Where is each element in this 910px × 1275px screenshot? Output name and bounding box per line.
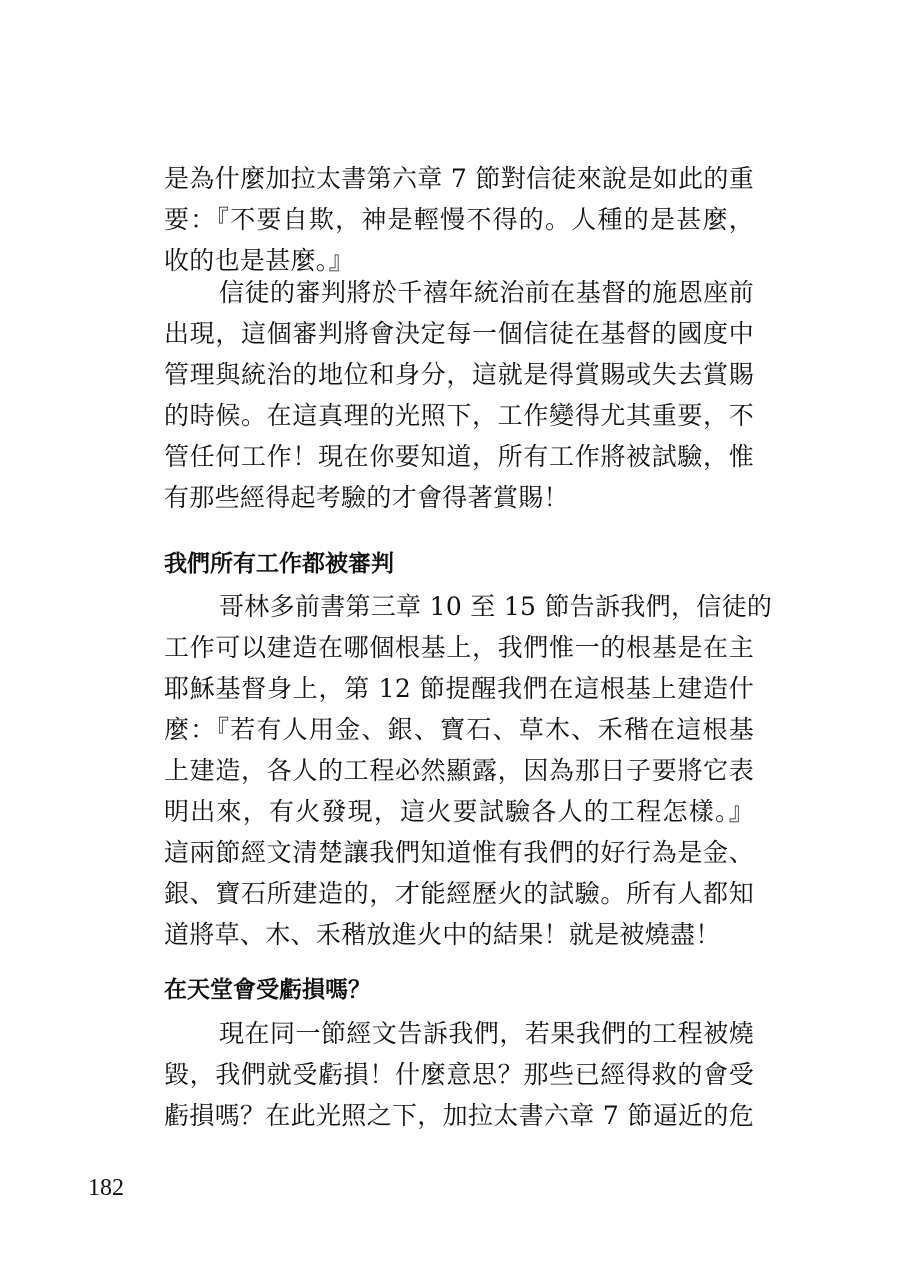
text-line: 是為什麼加拉太書第六章 7 節對信徒來說是如此的重: [164, 164, 754, 193]
paragraph-continuation: [164, 158, 754, 281]
text-line: 麼：『若有人用金、銀、寶石、草木、禾稭在這根基: [164, 715, 754, 744]
text-line: 虧損嗎？在此光照之下，加拉太書六章 7 節逼近的危: [164, 1101, 754, 1130]
text-line: 銀、寶石所建造的，才能經歷火的試驗。所有人都知: [164, 879, 754, 908]
text-line: 管任何工作！現在你要知道，所有工作將被試驗，惟: [164, 442, 754, 471]
text-line: 哥林多前書第三章 10 至 15 節告訴我們，信徒的: [219, 592, 773, 621]
section-heading: 在天堂會受虧損嗎？: [164, 977, 371, 1003]
paragraph-loss: [164, 1013, 754, 1136]
text-line: 要：『不要自欺，神是輕慢不得的。人種的是甚麼，: [164, 205, 754, 234]
text-line: 耶穌基督身上，第 12 節提醒我們在這根基上建造什: [164, 674, 754, 703]
text-line: 管理與統治的地位和身分，這就是得賞賜或失去賞賜: [164, 360, 754, 389]
text-line: 工作可以建造在哪個根基上，我們惟一的根基是在主: [164, 633, 754, 662]
text-line: 這兩節經文清楚讓我們知道惟有我們的好行為是金、: [164, 838, 754, 867]
text-line: 信徒的審判將於千禧年統治前在基督的施恩座前: [219, 278, 754, 307]
text-line: 有那些經得起考驗的才會得著賞賜！: [164, 483, 569, 512]
text-line: 道將草、木、禾稭放進火中的結果！就是被燒盡！: [164, 920, 721, 949]
text-line: 毀，我們就受虧損！什麼意思？那些已經得救的會受: [164, 1060, 754, 1089]
text-line: 的時候。在這真理的光照下，工作變得尤其重要，不: [164, 401, 754, 430]
text-line: 現在同一節經文告訴我們，若果我們的工程被燒: [219, 1019, 754, 1048]
paragraph-judgment-seat: [164, 272, 754, 518]
text-line: 上建造，各人的工程必然顯露，因為那日子要將它表: [164, 756, 754, 785]
text-line: 收的也是甚麼。』: [164, 246, 354, 275]
paragraph-foundation: [164, 586, 773, 955]
page-number: 182: [88, 1175, 124, 1201]
text-line: 出現，這個審判將會決定每一個信徒在基督的國度中: [164, 319, 754, 348]
text-line: 明出來，有火發現，這火要試驗各人的工程怎樣。』: [164, 797, 754, 826]
section-heading: 我們所有工作都被審判: [164, 551, 394, 577]
